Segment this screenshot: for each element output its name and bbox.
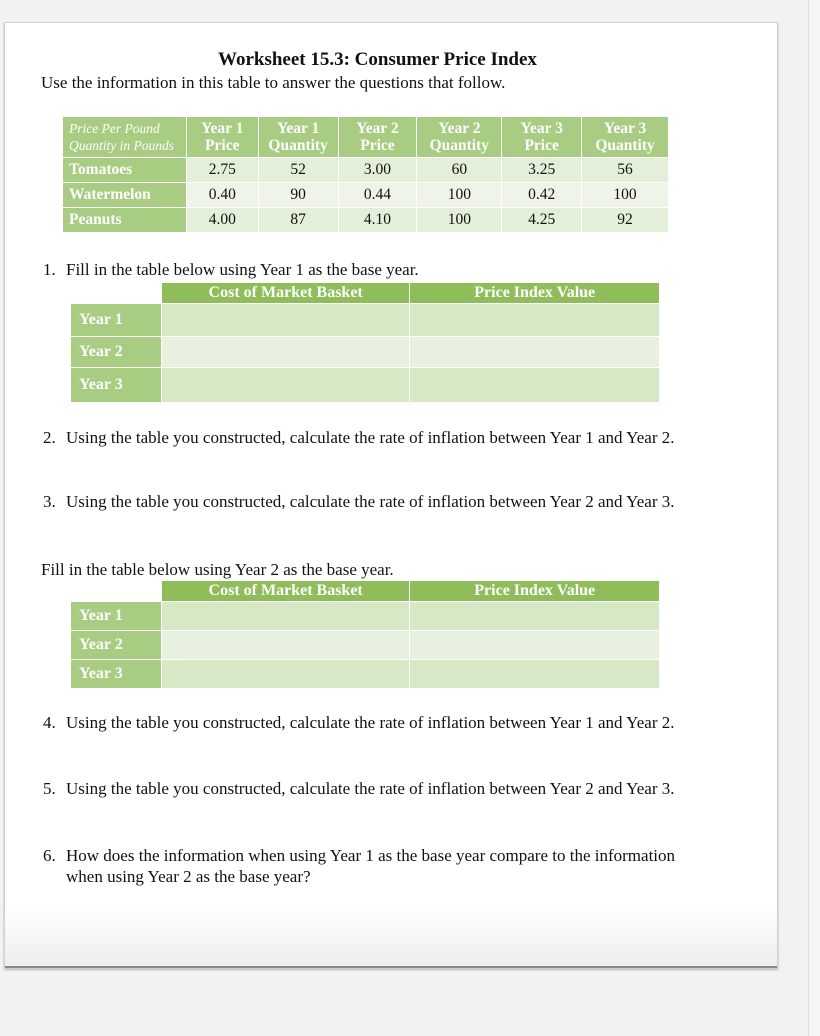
table-cell: 100 (417, 183, 502, 208)
index-input-year-3[interactable] (410, 368, 660, 403)
col-header-y3-quantity: Year 3 Quantity (582, 117, 669, 158)
fill-instruction-year-2: Fill in the table below using Year 2 as the base year. (41, 560, 394, 579)
col-header-y1-price: Year 1 Price (186, 117, 258, 158)
table-cell: 0.42 (502, 183, 582, 208)
col-header-y3-price: Year 3 Price (502, 117, 582, 158)
index-input-year-2[interactable] (410, 631, 660, 660)
row-label-peanuts: Peanuts (63, 208, 187, 233)
question-3-text: Using the table you constructed, calculate the rate of inflation between Year 2 and Year 3. (66, 492, 675, 511)
row-label-year-3: Year 3 (71, 368, 162, 403)
table-row (71, 304, 660, 337)
question-1-number: 1. (43, 260, 56, 279)
col-header-price-index-value: Price Index Value (410, 283, 660, 304)
table-row (71, 337, 660, 368)
question-6-number: 6. (43, 846, 56, 865)
cost-input-year-1[interactable] (161, 304, 410, 337)
col-header-y2-quantity: Year 2 Quantity (417, 117, 502, 158)
fill-table-header (71, 283, 660, 304)
corner-label-quantity: Quantity in Pounds (69, 138, 174, 153)
table-cell: 4.10 (338, 208, 417, 233)
table-cell: 4.00 (186, 208, 258, 233)
question-4-number: 4. (43, 713, 56, 732)
page-bottom-edge (5, 966, 777, 968)
row-label-year-2: Year 2 (71, 631, 162, 660)
question-6-text-line-2: when using Year 2 as the base year? (66, 867, 311, 886)
table-cell: 3.25 (502, 158, 582, 183)
cost-input-year-3[interactable] (161, 368, 410, 403)
table-cell: 0.44 (338, 183, 417, 208)
fill-table-header (71, 581, 660, 602)
table-cell: 56 (582, 158, 669, 183)
question-5-text: Using the table you constructed, calculate the rate of inflation between Year 2 and Year 3. (66, 779, 675, 798)
row-label-year-1: Year 1 (71, 602, 162, 631)
table-row (71, 660, 660, 689)
price-quantity-table (62, 116, 669, 233)
question-4-text: Using the table you constructed, calculate the rate of inflation between Year 1 and Year 2. (66, 713, 675, 732)
question-1-text: Fill in the table below using Year 1 as the base year. (66, 260, 419, 279)
table-row (63, 158, 669, 183)
table-cell: 90 (258, 183, 338, 208)
table-header-row (63, 117, 669, 158)
cost-input-year-2[interactable] (161, 337, 410, 368)
question-3-number: 3. (43, 492, 56, 511)
col-header-cost-of-market-basket: Cost of Market Basket (161, 283, 410, 304)
table-cell: 0.40 (186, 183, 258, 208)
table-cell: 4.25 (502, 208, 582, 233)
table-cell: 3.00 (338, 158, 417, 183)
scrollbar[interactable] (808, 0, 820, 1036)
cost-input-year-1[interactable] (161, 602, 410, 631)
table-row (63, 183, 669, 208)
cost-input-year-3[interactable] (161, 660, 410, 689)
question-2-text: Using the table you constructed, calculate the rate of inflation between Year 1 and Year 2. (66, 428, 675, 447)
table-cell: 87 (258, 208, 338, 233)
corner-label-price: Price Per Pound (69, 121, 160, 136)
index-input-year-3[interactable] (410, 660, 660, 689)
question-5-number: 5. (43, 779, 56, 798)
worksheet-title: Worksheet 15.3: Consumer Price Index (218, 49, 537, 70)
index-input-year-1[interactable] (410, 304, 660, 337)
table-cell: 52 (258, 158, 338, 183)
index-input-year-2[interactable] (410, 337, 660, 368)
table-cell: 92 (582, 208, 669, 233)
row-label-year-2: Year 2 (71, 337, 162, 368)
col-header-price-index-value: Price Index Value (410, 581, 660, 602)
question-2-number: 2. (43, 428, 56, 447)
row-label-year-1: Year 1 (71, 304, 162, 337)
table-row (71, 368, 660, 403)
table-row (71, 602, 660, 631)
row-label-year-3: Year 3 (71, 660, 162, 689)
fill-table-base-year-1 (70, 282, 660, 403)
index-input-year-1[interactable] (410, 602, 660, 631)
row-label-watermelon: Watermelon (63, 183, 187, 208)
cost-input-year-2[interactable] (161, 631, 410, 660)
question-6-text-line-1: How does the information when using Year 1 as the base year compare to the information (66, 846, 676, 865)
table-cell: 100 (582, 183, 669, 208)
table-cell: 60 (417, 158, 502, 183)
col-header-y2-price: Year 2 Price (338, 117, 417, 158)
intro-text: Use the information in this table to answer the questions that follow. (41, 73, 506, 92)
table-row (63, 208, 669, 233)
table-cell: 100 (417, 208, 502, 233)
page-bottom-shade (5, 908, 777, 968)
col-header-cost-of-market-basket: Cost of Market Basket (161, 581, 410, 602)
col-header-y1-quantity: Year 1 Quantity (258, 117, 338, 158)
table-corner-header (63, 117, 187, 158)
table-cell: 2.75 (186, 158, 258, 183)
fill-table-base-year-2 (70, 580, 660, 689)
row-label-tomatoes: Tomatoes (63, 158, 187, 183)
table-row (71, 631, 660, 660)
